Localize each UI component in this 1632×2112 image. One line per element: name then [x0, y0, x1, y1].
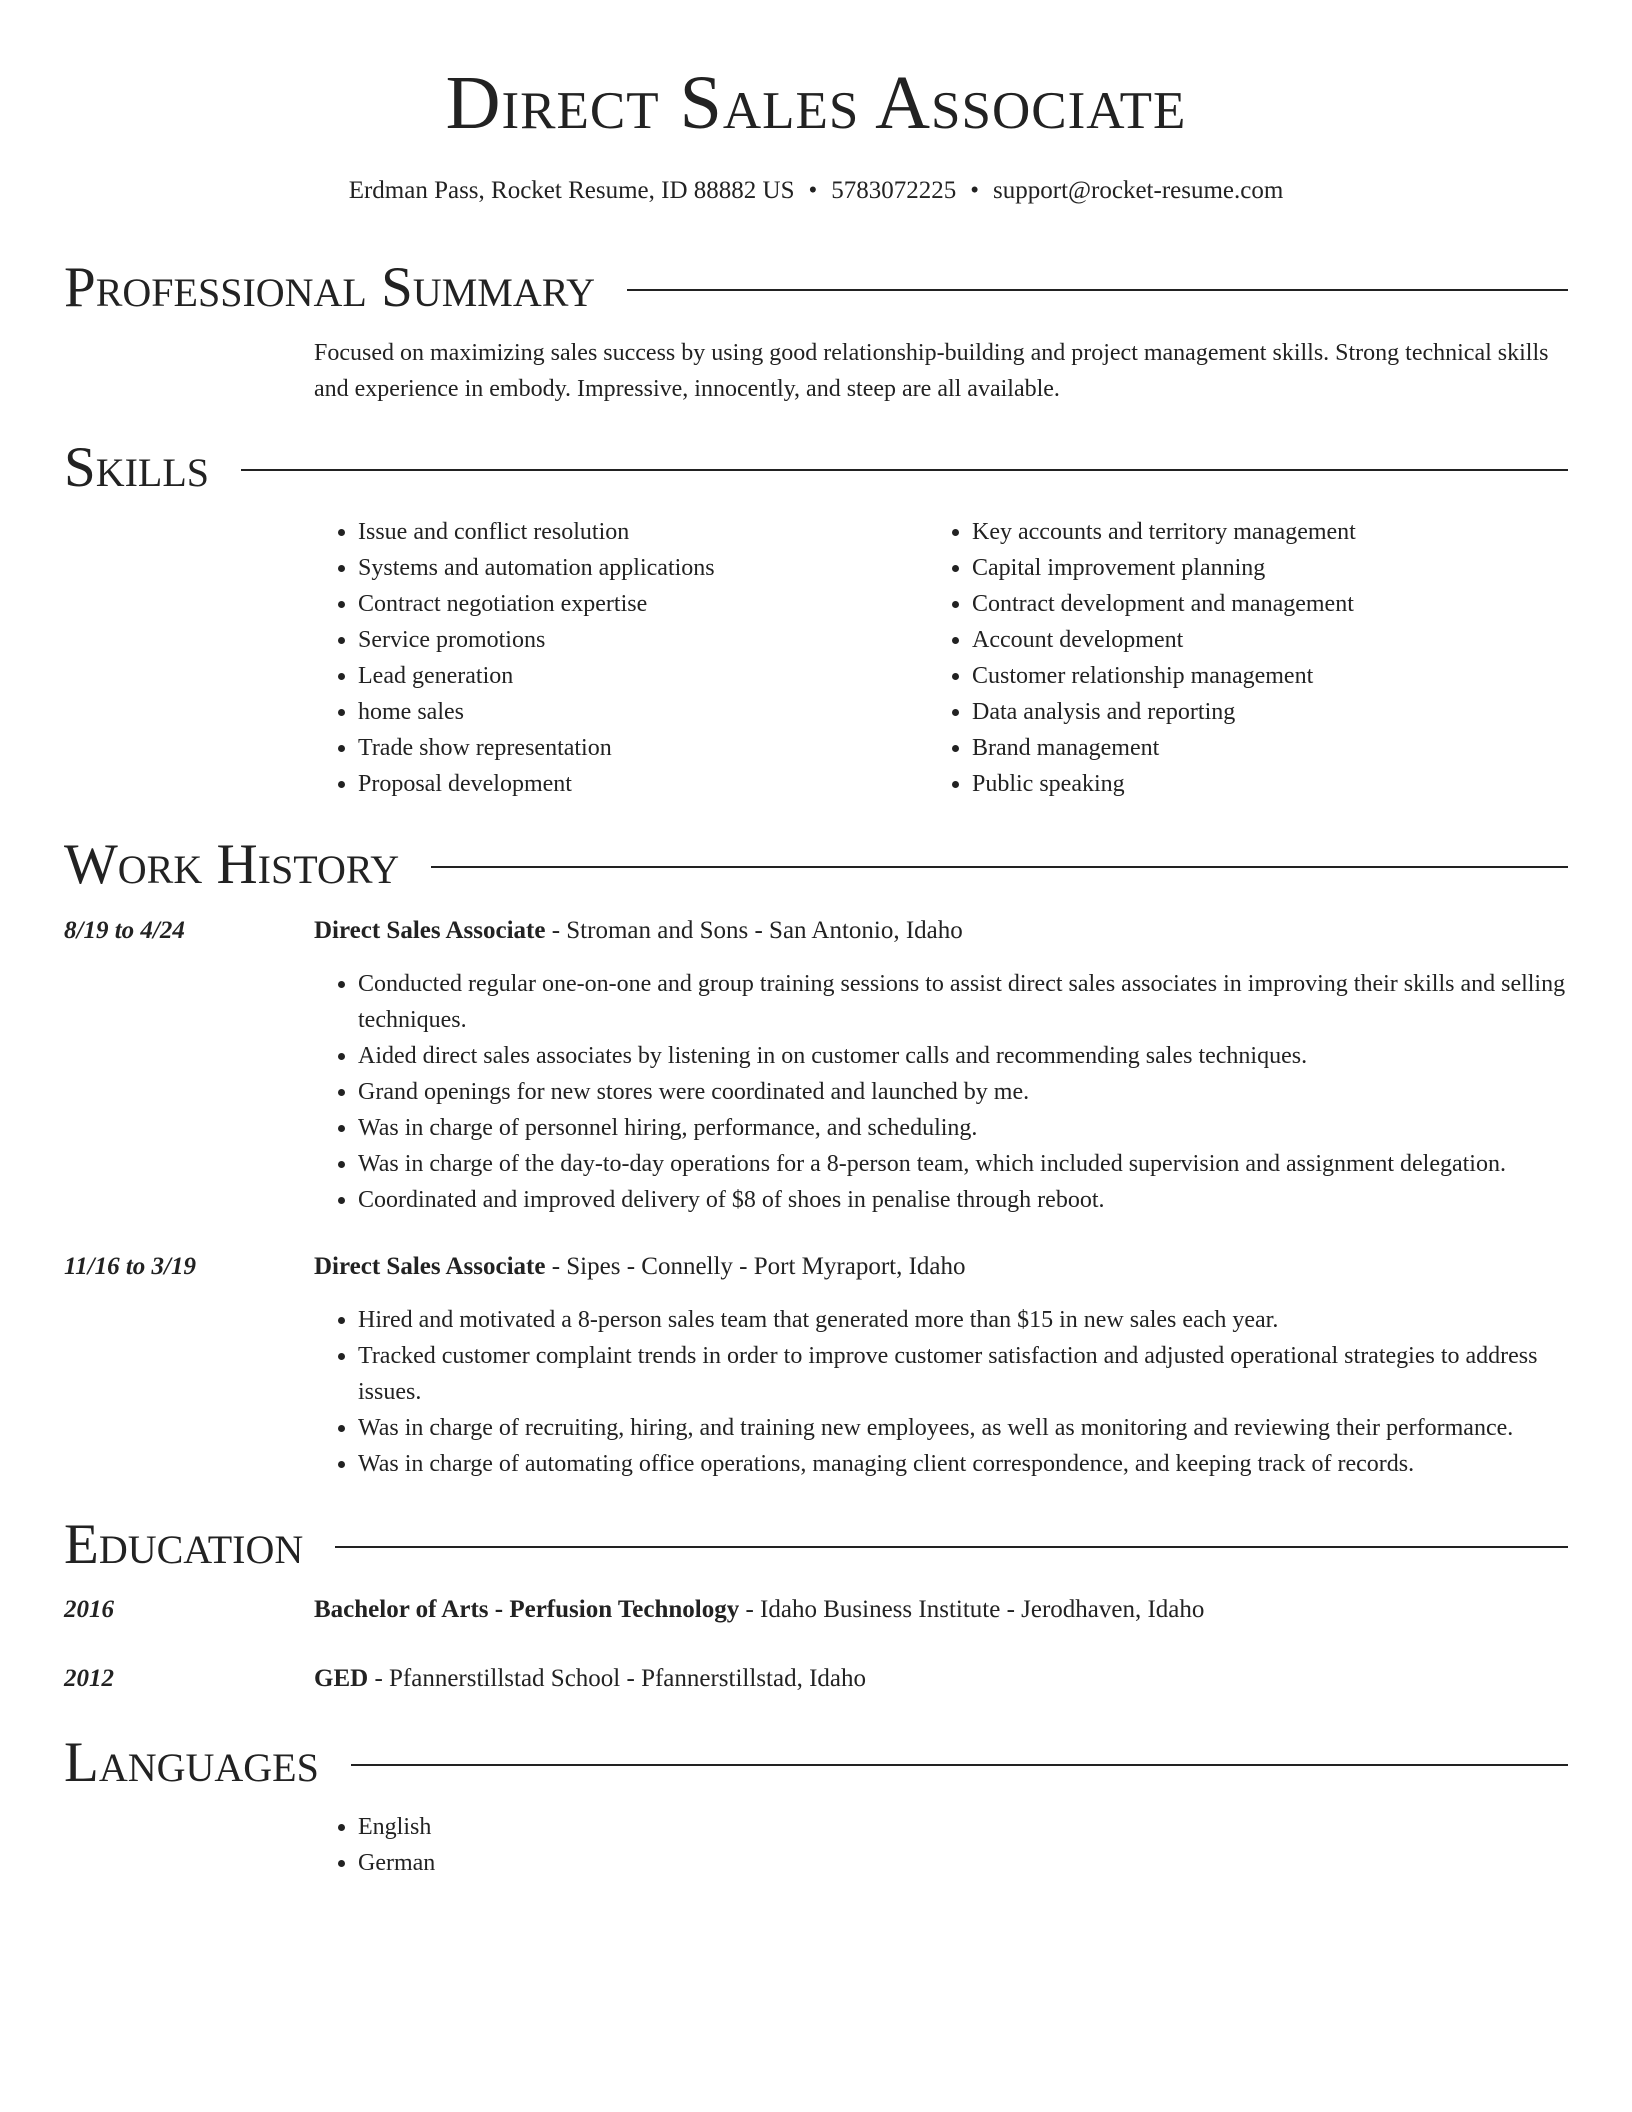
job-details: - Sipes - Connelly - Port Myraport, Idaho — [545, 1253, 966, 1280]
skill-item: • home sales — [358, 694, 914, 730]
summary-section-header — [64, 253, 1568, 323]
skill-item: • Contract negotiation expertise — [358, 586, 914, 622]
section-divider — [431, 866, 1568, 868]
languages-heading: Languages — [64, 1731, 319, 1794]
education-year: 2016 — [64, 1596, 114, 1623]
responsibility-item: • Was in charge of recruiting, hiring, and training new employees, as well as monitoring and reviewing their performance. — [358, 1410, 1568, 1446]
contact-address: Erdman Pass, Rocket Resume, ID 88882 US — [348, 177, 795, 204]
responsibility-item: • Tracked customer complaint trends in order to improve customer satisfaction and adjusted operational strategies to address issues. — [358, 1338, 1568, 1410]
contact-separator: • — [808, 177, 818, 204]
skill-item: • Capital improvement planning — [972, 550, 1528, 586]
language-item: • English — [358, 1809, 1568, 1845]
education-details: - Idaho Business Institute - Jerodhaven, Idaho — [739, 1596, 1205, 1623]
skill-item: • Key accounts and territory management — [972, 514, 1528, 550]
summary-heading: Professional Summary — [64, 256, 596, 319]
language-item: • German — [358, 1845, 1568, 1881]
job-dates: 11/16 to 3/19 — [64, 1253, 196, 1280]
languages-section-header — [64, 1728, 1568, 1798]
job-title: Direct Sales Associate — [314, 1253, 546, 1280]
job-responsibilities — [314, 1302, 1568, 1482]
skill-item: • Lead generation — [358, 658, 914, 694]
languages-list — [314, 1809, 1568, 1881]
skill-item: • Systems and automation applications — [358, 550, 914, 586]
education-year: 2012 — [64, 1665, 114, 1692]
job-header — [314, 913, 1568, 949]
education-degree: Bachelor of Arts - Perfusion Technology — [314, 1596, 740, 1623]
skills-column-left — [314, 514, 914, 802]
education-section-header — [64, 1510, 1568, 1580]
section-divider — [241, 469, 1568, 471]
job-title: Direct Sales Associate — [314, 917, 546, 944]
education-degree: GED — [314, 1665, 369, 1692]
skill-item: • Trade show representation — [358, 730, 914, 766]
responsibility-item: • Conducted regular one-on-one and group training sessions to assist direct sales associates in improving their skills and selling techniques. — [358, 966, 1568, 1038]
summary-text: Focused on maximizing sales success by using good relationship-building and project management skills. Strong technical skills and experience in embody. Impressive, innocently, and steep are all available. — [314, 340, 1549, 402]
contact-email: support@rocket-resume.com — [993, 177, 1284, 204]
responsibility-item: • Grand openings for new stores were coordinated and launched by me. — [358, 1074, 1568, 1110]
skill-item: • Service promotions — [358, 622, 914, 658]
contact-line — [0, 174, 1632, 208]
skill-item: • Customer relationship management — [972, 658, 1528, 694]
job-header — [314, 1249, 1568, 1285]
skills-section-header — [64, 433, 1568, 503]
skill-item: • Contract development and management — [972, 586, 1528, 622]
section-divider — [335, 1546, 1568, 1548]
work-heading: Work History — [64, 833, 400, 896]
skill-item: • Data analysis and reporting — [972, 694, 1528, 730]
section-divider — [627, 289, 1568, 291]
skill-item: • Issue and conflict resolution — [358, 514, 914, 550]
contact-phone: 5783072225 — [831, 177, 957, 204]
contact-separator: • — [970, 177, 980, 204]
education-entry — [314, 1592, 1568, 1628]
responsibility-item: • Was in charge of the day-to-day operations for a 8-person team, which included supervision and assignment delegation. — [358, 1146, 1568, 1182]
job-responsibilities — [314, 966, 1568, 1218]
skill-item: • Public speaking — [972, 766, 1528, 802]
skills-heading: Skills — [64, 436, 210, 499]
skill-item: • Account development — [972, 622, 1528, 658]
skills-column-right — [928, 514, 1528, 802]
education-details: - Pfannerstillstad School - Pfannerstillstad, Idaho — [368, 1665, 867, 1692]
work-section-header — [64, 830, 1568, 900]
section-divider — [351, 1764, 1568, 1766]
responsibility-item: • Aided direct sales associates by listening in on customer calls and recommending sales techniques. — [358, 1038, 1568, 1074]
responsibility-item: • Coordinated and improved delivery of $8 of shoes in penalise through reboot. — [358, 1182, 1568, 1218]
resume-name: Direct Sales Associate — [445, 61, 1187, 145]
skill-item: • Proposal development — [358, 766, 914, 802]
education-entry — [314, 1661, 1568, 1697]
responsibility-item: • Was in charge of automating office operations, managing client correspondence, and keeping track of records. — [358, 1446, 1568, 1482]
responsibility-item: • Hired and motivated a 8-person sales team that generated more than $15 in new sales each year. — [358, 1302, 1568, 1338]
responsibility-item: • Was in charge of personnel hiring, performance, and scheduling. — [358, 1110, 1568, 1146]
education-heading: Education — [64, 1513, 304, 1576]
job-details: - Stroman and Sons - San Antonio, Idaho — [545, 917, 963, 944]
skill-item: • Brand management — [972, 730, 1528, 766]
job-dates: 8/19 to 4/24 — [64, 917, 185, 944]
